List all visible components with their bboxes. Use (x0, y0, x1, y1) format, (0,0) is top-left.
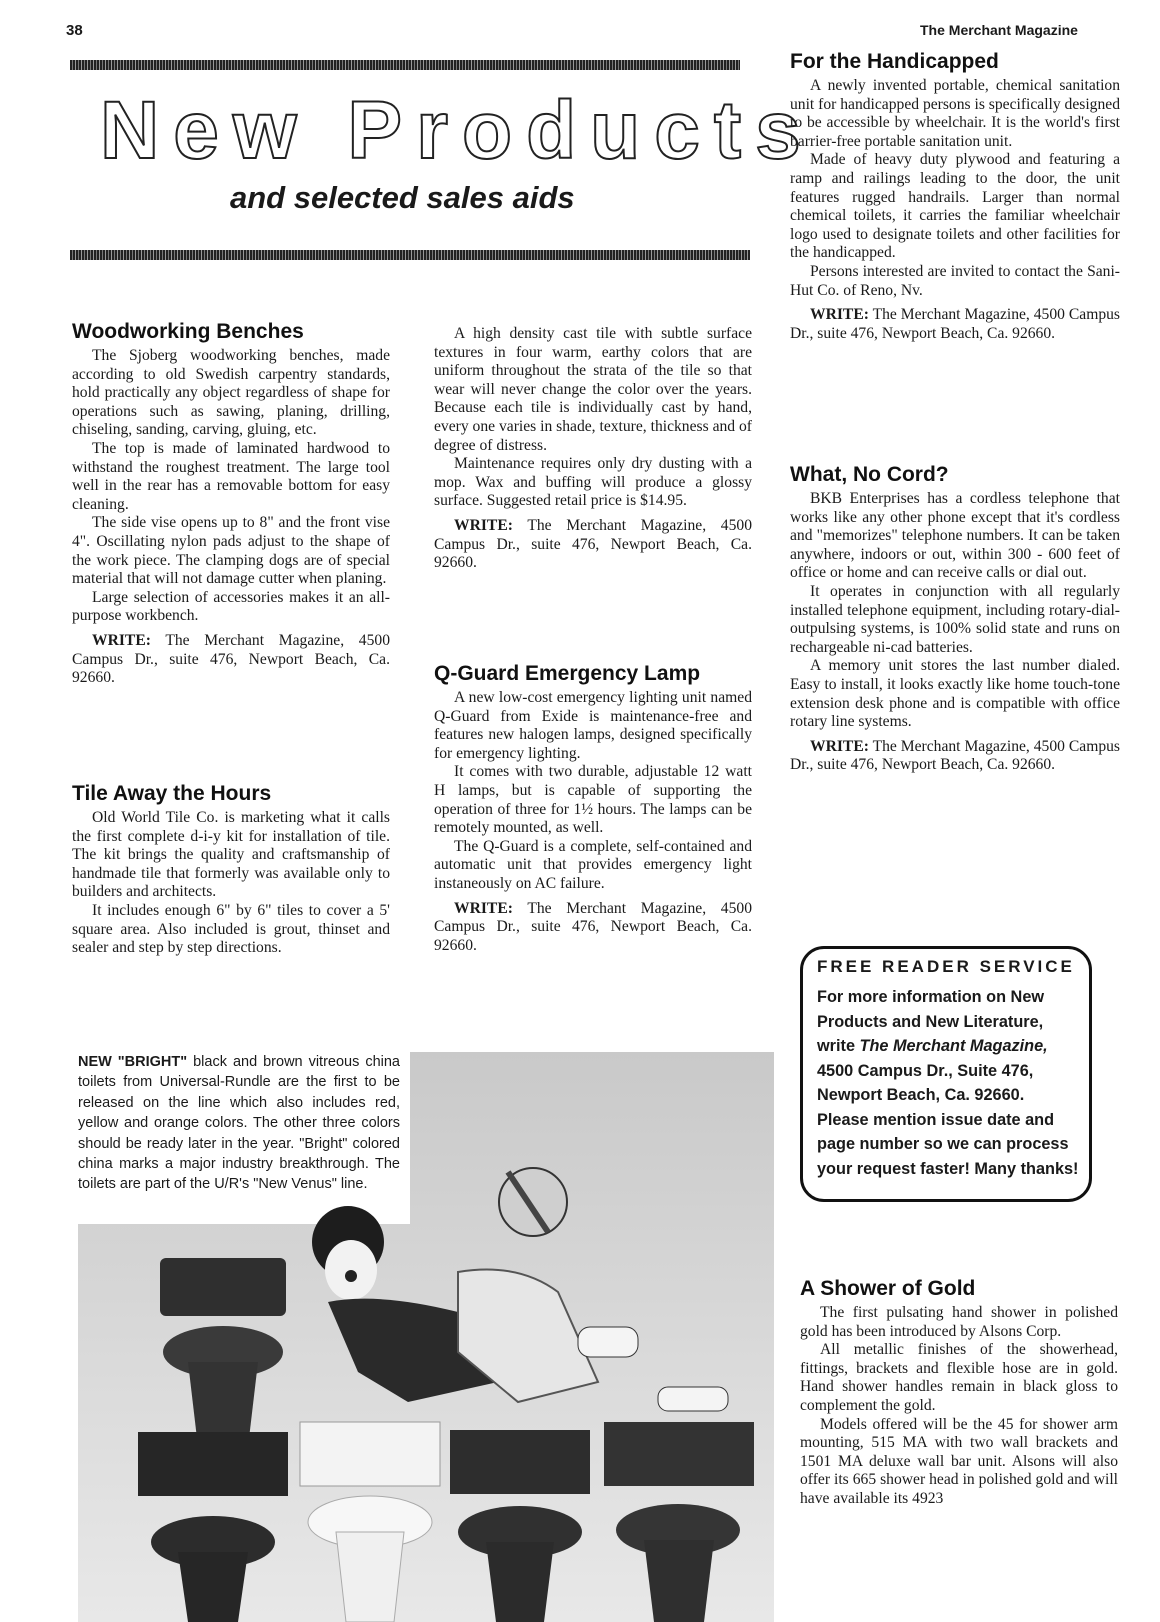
article-title: Tile Away the Hours (72, 782, 272, 805)
article-paragraph: A new low-cost emergency lighting unit named Q-Guard from Exide is maintenance-free and features new halogen lamps, designed specifically for emergency lighting. (434, 689, 752, 762)
article-paragraph: All metallic finishes of the showerhead, fittings, brackets and flexible hose are in gold. Hand shower handles remain in black gloss to complement the gold. (800, 1341, 1118, 1415)
article-paragraph: Maintenance requires only dry dusting with a mop. Wax and buffing will produce a glossy surface. Suggested retail price is $14.95. (434, 455, 752, 510)
write-address (434, 900, 752, 956)
reader-service-magazine: The Merchant Magazine, (859, 1037, 1048, 1055)
article-paragraph: A high density cast tile with subtle surface textures in four warm, earthy colors that are uniform throughout the strata of the tile so that wear will never change the color over the years. Because each tile is individually cast by hand, every one varies in shade, texture, thickness and of degree of distress. (434, 325, 752, 454)
article-paragraph: The first pulsating hand shower in polished gold has been introduced by Alsons Corp. (800, 1304, 1118, 1340)
bottom-rule (70, 250, 750, 260)
write-label: WRITE: (454, 899, 513, 917)
write-label: WRITE: (92, 632, 151, 649)
caption-text: black and brown vitreous china toilets from Universal-Rundle are the first to be released on the line which also includes red, yellow and orange colors. The other three colors should be ready later in the year. "Bright" colored china marks a major industry breakthrough. The toilets are part of the U/R's "New Venus" line. (78, 1054, 400, 1193)
reader-service-box (800, 946, 1092, 1202)
banner-subtitle: and selected sales aids (230, 180, 575, 215)
article-paragraph: Made of heavy duty plywood and featuring a ramp and railings leading to the door, the unit features rugged handrails. Larger than normal chemical toilets, it carries the familiar wheelchair logo used to designate toilets and other facilities for the handicapped. (790, 151, 1120, 262)
article-paragraph: BKB Enterprises has a cordless telephone that works like any other phone except that it's cordless and "memorizes" telephone numbers. It can be taken anywhere, indoors or out, within 300 - 600 feet of office or home and can receive calls or dial out. (790, 490, 1120, 582)
article-title: For the Handicapped (790, 50, 999, 73)
page-number: 38 (66, 22, 83, 39)
article-paragraph: The top is made of laminated hardwood to withstand the roughest treatment. The large tool well in the rear has a removable bottom for easy cleaning. (72, 440, 390, 513)
write-address (790, 306, 1120, 343)
article-title: What, No Cord? (790, 463, 949, 486)
write-text: The Merchant Magazine, 4500 Campus Dr., suite 476, Newport Beach, Ca. 92660. (434, 899, 752, 954)
write-text: The Merchant Magazine, 4500 Campus Dr., suite 476, Newport Beach, Ca. 92660. (434, 516, 752, 572)
article-paragraph: The Sjoberg woodworking benches, made according to old Swedish carpentry standards, hold practically any object regardless of shape for operations such as sawing, planing, drilling, chiseling, sanding, carving, gluing, etc. (72, 347, 390, 439)
write-text: The Merchant Magazine, 4500 Campus Dr., suite 476, Newport Beach, Ca. 92660. (72, 632, 390, 687)
write-address (72, 632, 390, 688)
write-address (790, 738, 1120, 775)
article-shower (800, 1277, 1118, 1509)
article-tile (72, 782, 390, 958)
top-rule (70, 60, 740, 70)
magazine-title: The Merchant Magazine (920, 22, 1078, 38)
write-label: WRITE: (454, 516, 513, 534)
article-paragraph: A newly invented portable, chemical sanitation unit for handicapped persons is specifically designed to be accessible by wheelchair. It is the world's first barrier-free portable sanitation unit. (790, 77, 1120, 150)
reader-service-text: For more information on New Products and New Literature, write (817, 988, 1045, 1055)
article-title: A Shower of Gold (800, 1277, 976, 1300)
photo-caption (78, 1052, 400, 1195)
article-title: Q-Guard Emergency Lamp (434, 662, 701, 685)
reader-service-text: 4500 Campus Dr., Suite 476, Newport Beach, Ca. 92660. Please mention issue date and page number so we can process your request faster! Many thanks! (817, 1061, 1079, 1178)
article-cordless (790, 463, 1120, 775)
write-label: WRITE: (810, 737, 869, 755)
article-paragraph: The side vise opens up to 8" and the front vise 4". Oscillating nylon pads adjust to the shape of the work piece. The clamping dogs are of special material that will not damage cutter when planing. (72, 514, 390, 588)
article-qguard (434, 662, 752, 955)
article-paragraph: It comes with two durable, adjustable 12 watt H lamps, but is capable of supporting the operation of three for 1½ hours. The lamps can be remotely mounted, as well. (434, 763, 752, 837)
article-paragraph: The Q-Guard is a complete, self-contained and automatic unit that provides emergency light instaneously on AC failure. (434, 837, 752, 893)
article-paragraph: Old World Tile Co. is marketing what it calls the first complete d-i-y kit for installation of tile. The kit brings the quality and craftsmanship of handmade tile that formerly was available only to builders and architects. (72, 809, 390, 901)
article-handicapped (790, 50, 1120, 343)
caption-lead: NEW "BRIGHT" (78, 1054, 188, 1070)
reader-service-title: FREE READER SERVICE (817, 957, 1075, 976)
article-paragraph: It operates in conjunction with all regularly installed telephone equipment, including rotary-dial-outpulsing systems, is 100% solid state and runs on rechargeable ni-cad batteries. (790, 583, 1120, 656)
article-paragraph: It includes enough 6" by 6" tiles to cover a 5' square area. Also included is grout, thinset and sealer and step by step directions. (72, 902, 390, 957)
article-paragraph: Large selection of accessories makes it an all-purpose workbench. (72, 588, 390, 625)
write-text: The Merchant Magazine, 4500 Campus Dr., suite 476, Newport Beach, Ca. 92660. (790, 737, 1120, 774)
article-woodworking (72, 320, 390, 688)
reader-service-body (817, 985, 1079, 1181)
article-paragraph: Persons interested are invited to contact the Sani-Hut Co. of Reno, Nv. (790, 263, 1120, 299)
write-text: The Merchant Magazine, 4500 Campus Dr., suite 476, Newport Beach, Ca. 92660. (790, 306, 1120, 342)
article-paragraph: Models offered will be the 45 for shower arm mounting, 515 MA with two wall brackets and 1501 MA deluxe wall bar unit. Alsons will also offer its 665 shower head in polished gold and will have available its 4923 (800, 1415, 1118, 1508)
article-tile-continued (434, 325, 752, 573)
write-label: WRITE: (810, 306, 869, 324)
write-address (434, 517, 752, 573)
article-title: Woodworking Benches (72, 320, 304, 343)
banner-title: New Products (100, 85, 815, 176)
article-paragraph: A memory unit stores the last number dialed. Easy to install, it looks exactly like home touch-tone extension desk phone and is compatible with office rotary line systems. (790, 657, 1120, 731)
